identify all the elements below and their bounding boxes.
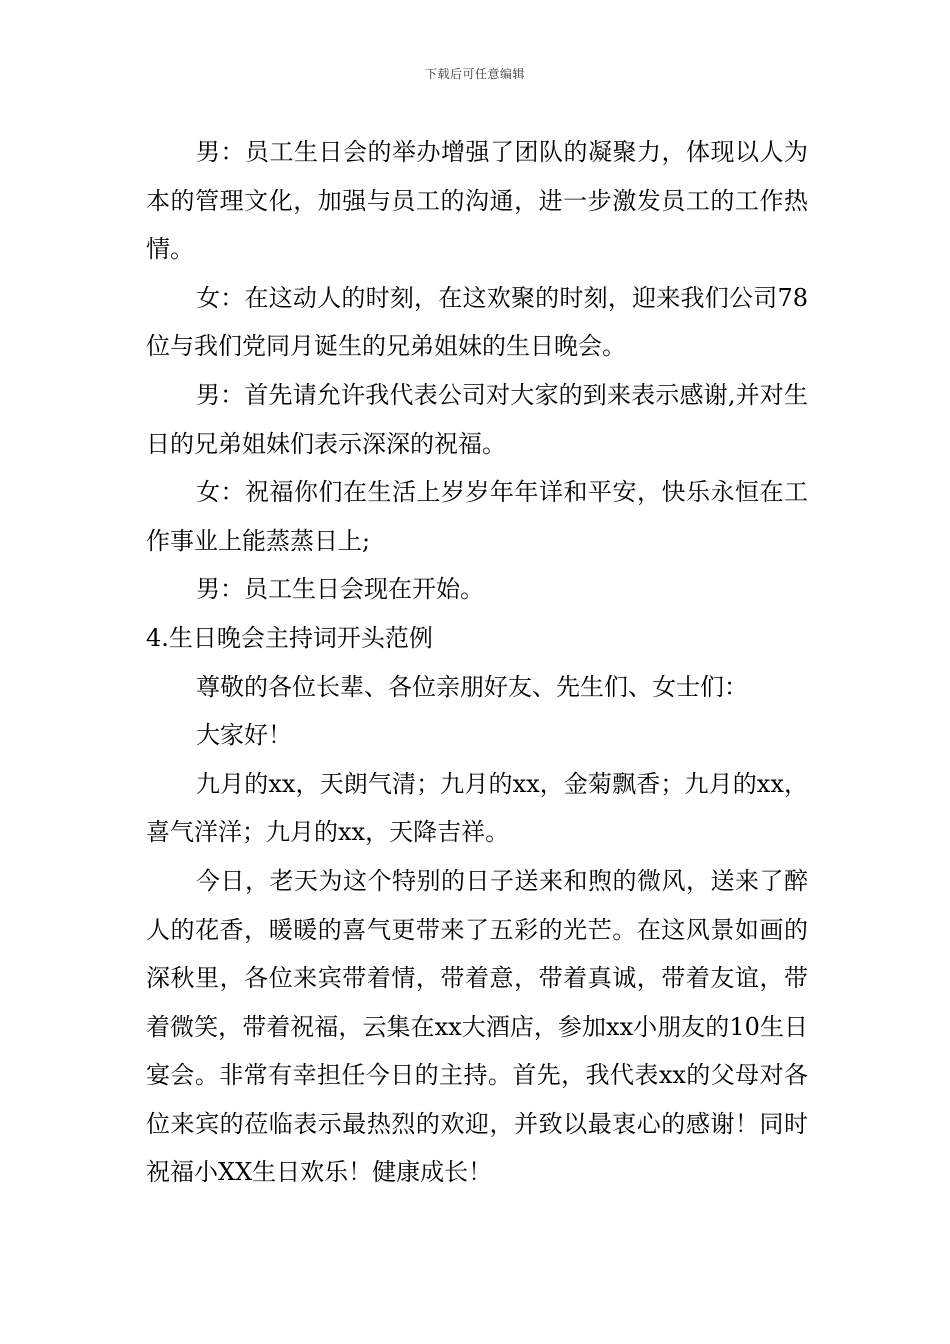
september-paragraph: 九月的xx，天朗气清；九月的xx，金菊飘香；九月的xx，喜气洋洋；九月的xx，天降吉祥。 <box>146 769 808 847</box>
dialogue-paragraph-5: 男：员工生日会现在开始。 <box>196 575 484 604</box>
greeting-paragraph: 尊敬的各位长辈、各位亲朋好友、先生们、女士们： <box>196 672 748 701</box>
document-body <box>146 128 808 1197</box>
dialogue-paragraph-4: 女：祝福你们在生活上岁岁年年详和平安，快乐永恒在工作事业上能蒸蒸日上; <box>146 478 808 555</box>
page-header-note: 下载后可任意编辑 <box>424 67 525 81</box>
dialogue-paragraph-1: 男：员工生日会的举办增强了团队的凝聚力，体现以人为本的管理文化，加强与员工的沟通，进一步激发员工的工作热情。 <box>146 138 808 264</box>
dialogue-paragraph-3: 男：首先请允许我代表公司对大家的到来表示感谢,并对生日的兄弟姐妹们表示深深的祝福。 <box>146 380 808 458</box>
hello-paragraph: 大家好！ <box>196 721 292 750</box>
opening-speech-paragraph: 今日，老天为这个特别的日子送来和煦的微风，送来了醉人的花香，暖暖的喜气更带来了五彩的光芒。在这风景如画的深秋里，各位来宾带着情，带着意，带着真诚，带着友谊，带着微笑，带着祝福，云集在xx大酒店，参加xx小朋友的10生日宴会。非常有幸担任今日的主持。首先，我代表xx的父母对各位来宾的莅临表示最热烈的欢迎，并致以最衷心的感谢！同时祝福小XX生日欢乐！健康成长！ <box>146 866 808 1187</box>
section-heading: 4.生日晚会主持词开头范例 <box>146 623 433 652</box>
dialogue-paragraph-2: 女：在这动人的时刻，在这欢聚的时刻，迎来我们公司78位与我们党同月诞生的兄弟姐妹的生日晚会。 <box>146 283 808 361</box>
